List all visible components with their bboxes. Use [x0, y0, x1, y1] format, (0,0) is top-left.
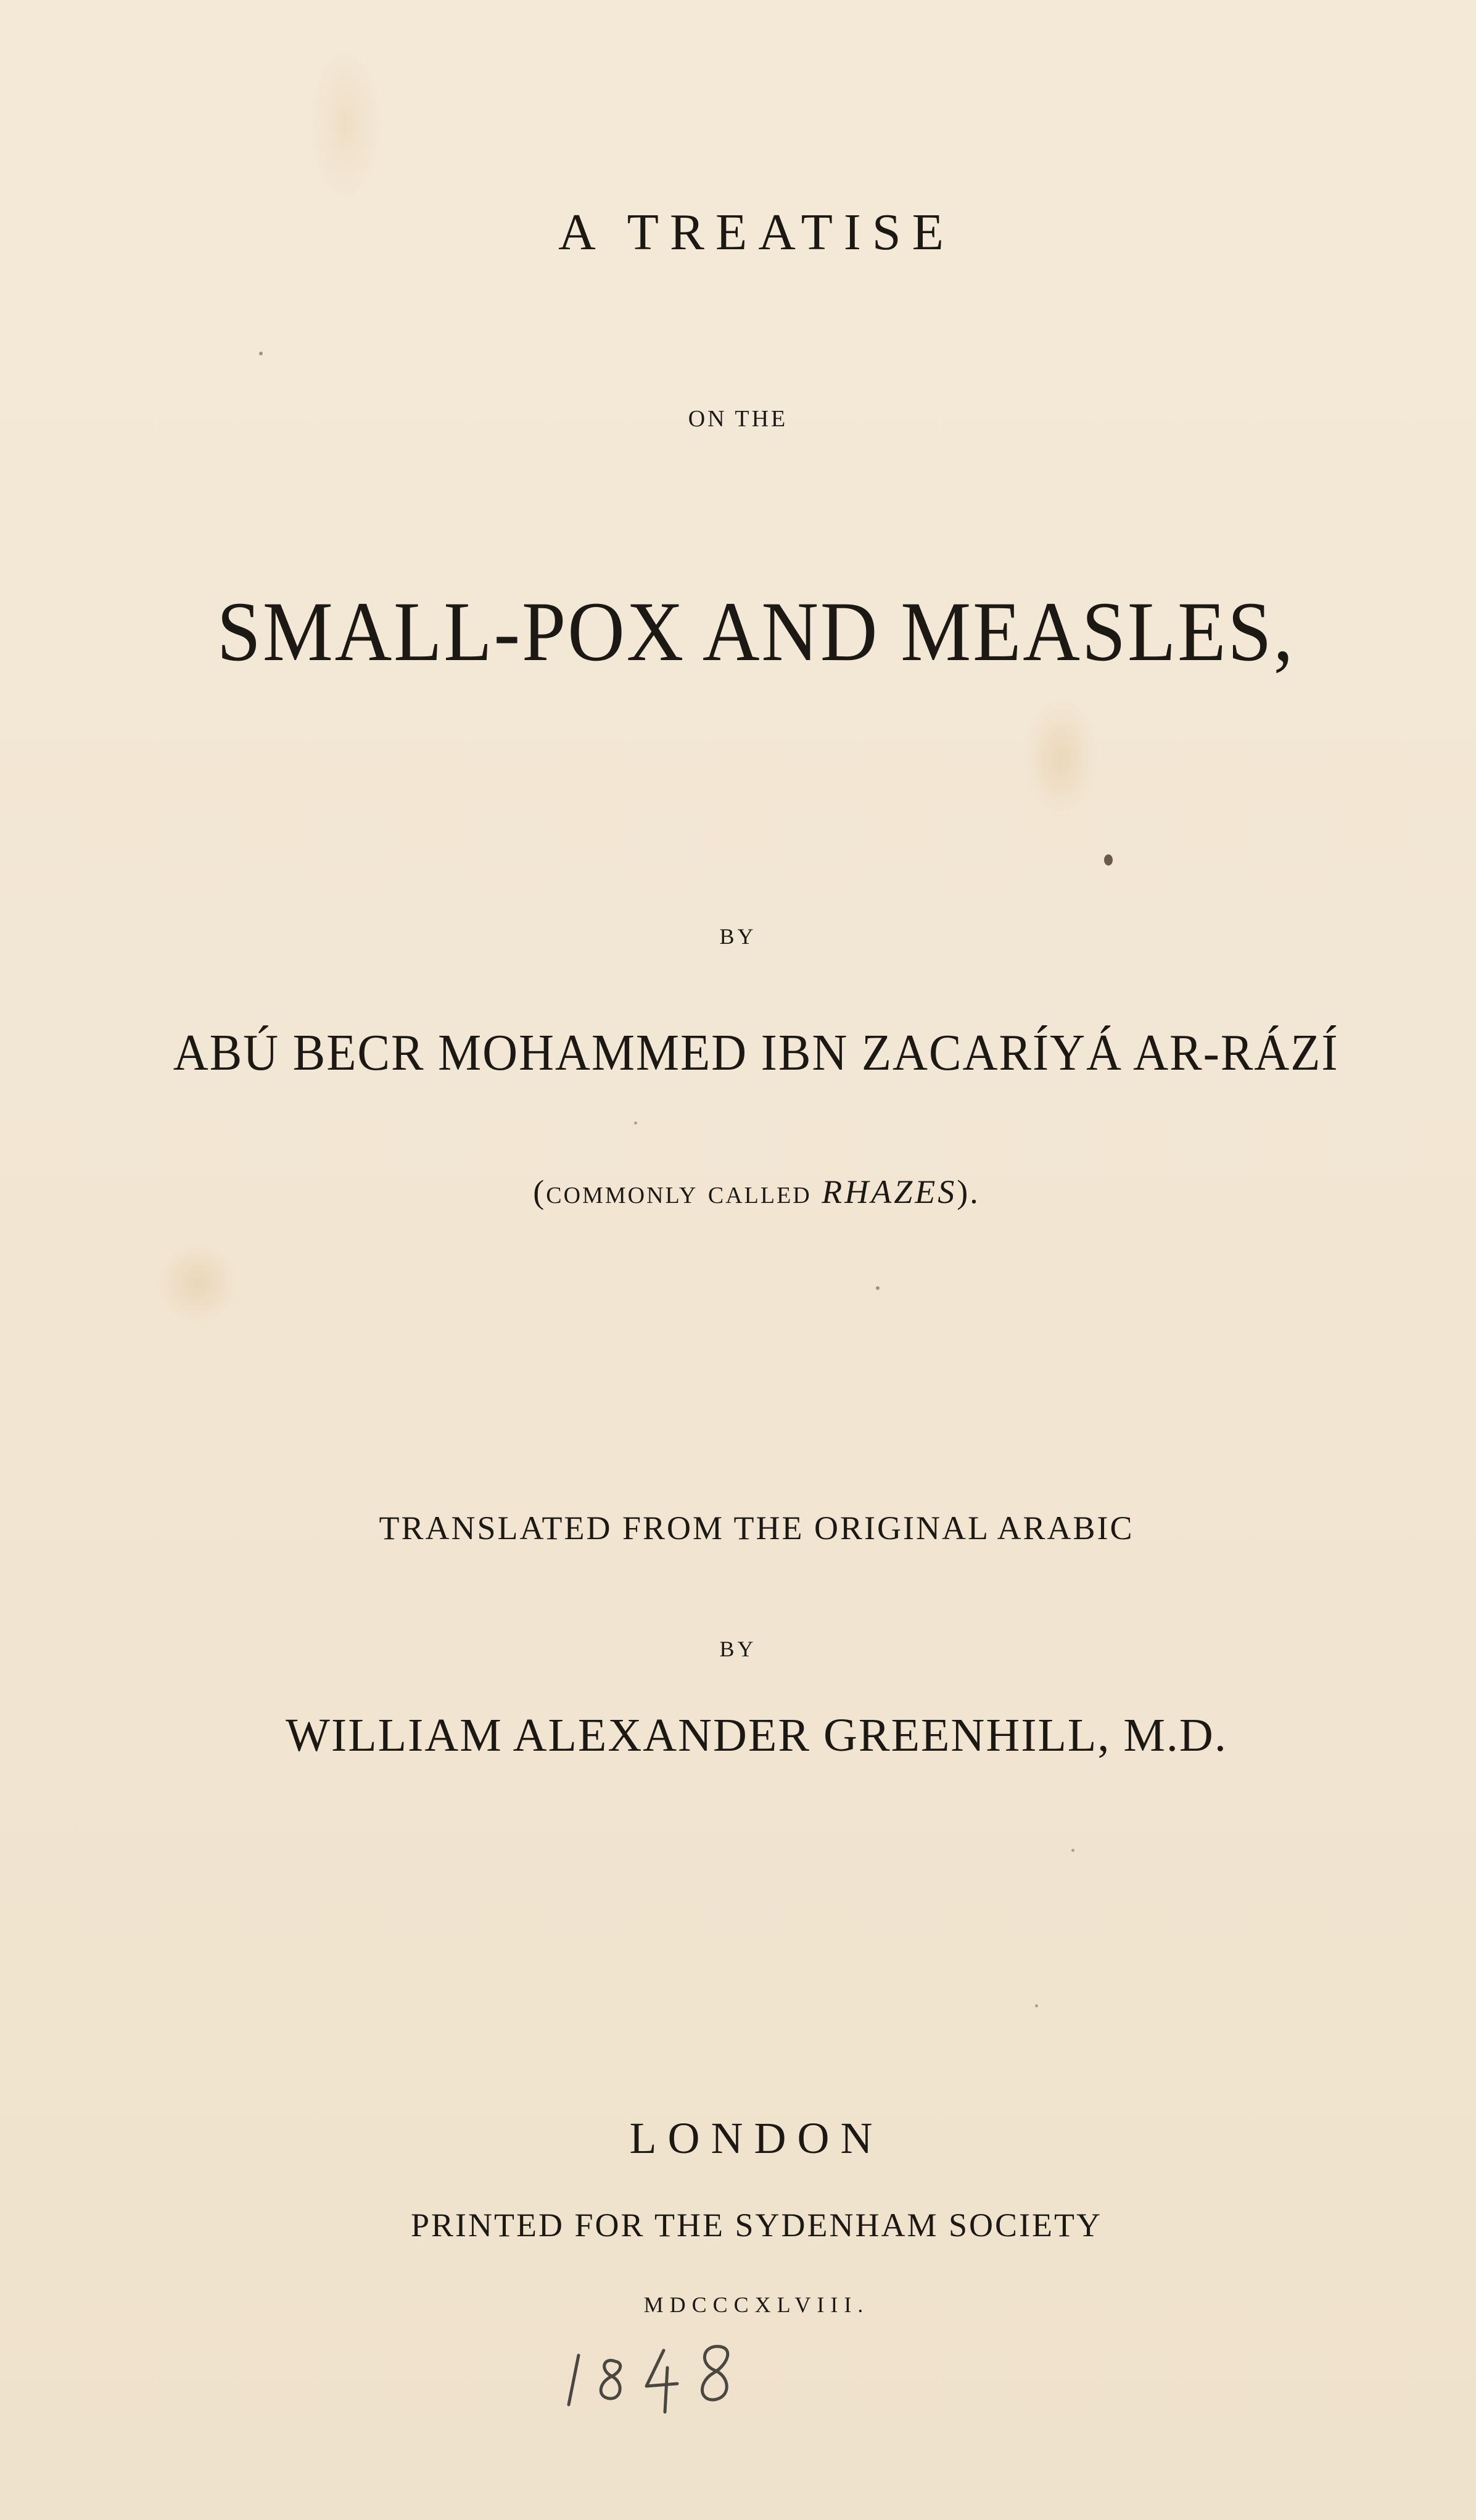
by-label: BY [719, 924, 757, 949]
heading-on-the: ON THE [688, 406, 788, 432]
paper-speck [259, 352, 263, 355]
alias-name: RHAZES [822, 1173, 957, 1210]
imprint-city: LONDON [629, 2113, 884, 2163]
author-name: ABÚ BECR MOHAMMED IBN ZACARÍYÁ AR-RÁZÍ [173, 1024, 1339, 1081]
translator-name: WILLIAM ALEXANDER GREENHILL, M.D. [286, 1709, 1227, 1761]
author-alias [0, 1175, 1476, 1208]
heading-a-treatise: A TREATISE [558, 204, 955, 261]
book-title: SMALL-POX AND MEASLES, [216, 584, 1295, 679]
paper-speck [876, 1286, 880, 1290]
imprint-year: MDCCCXLVIII. [643, 2292, 870, 2317]
translation-note: TRANSLATED FROM THE ORIGINAL ARABIC [379, 1510, 1134, 1547]
paper-speck [1071, 1849, 1074, 1852]
by-label-translator: BY [719, 1637, 757, 1661]
ink-speck [1104, 854, 1113, 865]
alias-prefix: (commonly called [533, 1173, 822, 1210]
handwritten-year-annotation [555, 2338, 777, 2418]
paper-speck [1035, 2004, 1038, 2007]
alias-suffix: ). [957, 1173, 980, 1210]
imprint-printer: PRINTED FOR THE SYDENHAM SOCIETY [410, 2207, 1103, 2244]
paper-speck [634, 1122, 637, 1125]
